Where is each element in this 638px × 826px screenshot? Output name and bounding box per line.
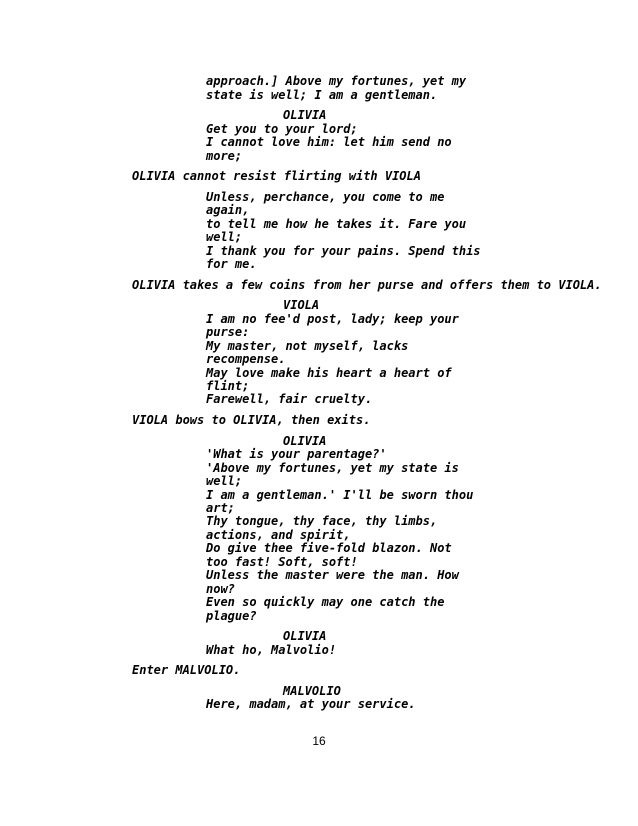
dialogue-line: Unless, perchance, you come to me (206, 189, 445, 204)
dialogue-line: 'What is your parentage?' (206, 447, 387, 462)
dialogue-line: What ho, Malvolio! (206, 642, 337, 657)
character-name: MALVOLIO (283, 684, 341, 698)
dialogue-line: again, (206, 203, 250, 218)
dialogue-line: I am a gentleman.' I'll be sworn thou (206, 487, 474, 502)
dialogue-line: My master, not myself, lacks (206, 338, 409, 353)
dialogue-line: too fast! Soft, soft! (206, 554, 358, 569)
dialogue-line: Here, madam, at your service. (206, 697, 416, 712)
dialogue-line: now? (206, 581, 235, 596)
dialogue-line: to tell me how he takes it. Fare you (206, 216, 467, 231)
dialogue-line: Unless the master were the man. How (206, 568, 459, 583)
dialogue-line: flint; (206, 379, 250, 393)
dialogue-line: state is well; I am a gentleman. (206, 87, 438, 102)
dialogue-line: art; (206, 501, 235, 515)
dialogue-line: recompense. (206, 352, 286, 367)
dialogue-line: well; (206, 474, 243, 489)
dialogue-line: I thank you for your pains. Spend this (206, 243, 481, 258)
stage-direction: Enter MALVOLIO. (132, 663, 241, 678)
character-name: OLIVIA (283, 629, 327, 644)
character-name: OLIVIA (283, 108, 327, 123)
dialogue-line: plague? (206, 608, 257, 623)
stage-direction: OLIVIA cannot resist flirting with VIOLA (132, 169, 421, 184)
dialogue-line: 'Above my fortunes, yet my state is (206, 460, 459, 475)
character-name: OLIVIA (283, 433, 327, 448)
page-number: 16 (312, 734, 326, 748)
dialogue-line: for me. (206, 257, 257, 271)
dialogue-line: approach.] Above my fortunes, yet my (206, 74, 467, 88)
character-name: VIOLA (283, 298, 320, 313)
stage-direction: OLIVIA takes a few coins from her purse and offers them to VIOLA. (132, 277, 602, 292)
dialogue-line: May love make his heart a heart of (206, 365, 452, 380)
dialogue-line: Thy tongue, thy face, thy limbs, (206, 514, 438, 529)
dialogue-line: well; (206, 230, 243, 245)
stage-direction: VIOLA bows to OLIVIA, then exits. (132, 413, 371, 428)
dialogue-line: I am no fee'd post, lady; keep your (206, 311, 459, 326)
dialogue-line: Even so quickly may one catch the (206, 595, 445, 610)
dialogue-line: Get you to your lord; (206, 121, 358, 136)
dialogue-line: Farewell, fair cruelty. (206, 392, 373, 407)
dialogue-line: actions, and spirit, (206, 527, 351, 542)
dialogue-line: I cannot love him: let him send no (206, 135, 452, 149)
dialogue-line: Do give thee five-fold blazon. Not (206, 541, 452, 556)
dialogue-line: purse: (206, 325, 250, 340)
dialogue-line: more; (206, 148, 243, 163)
